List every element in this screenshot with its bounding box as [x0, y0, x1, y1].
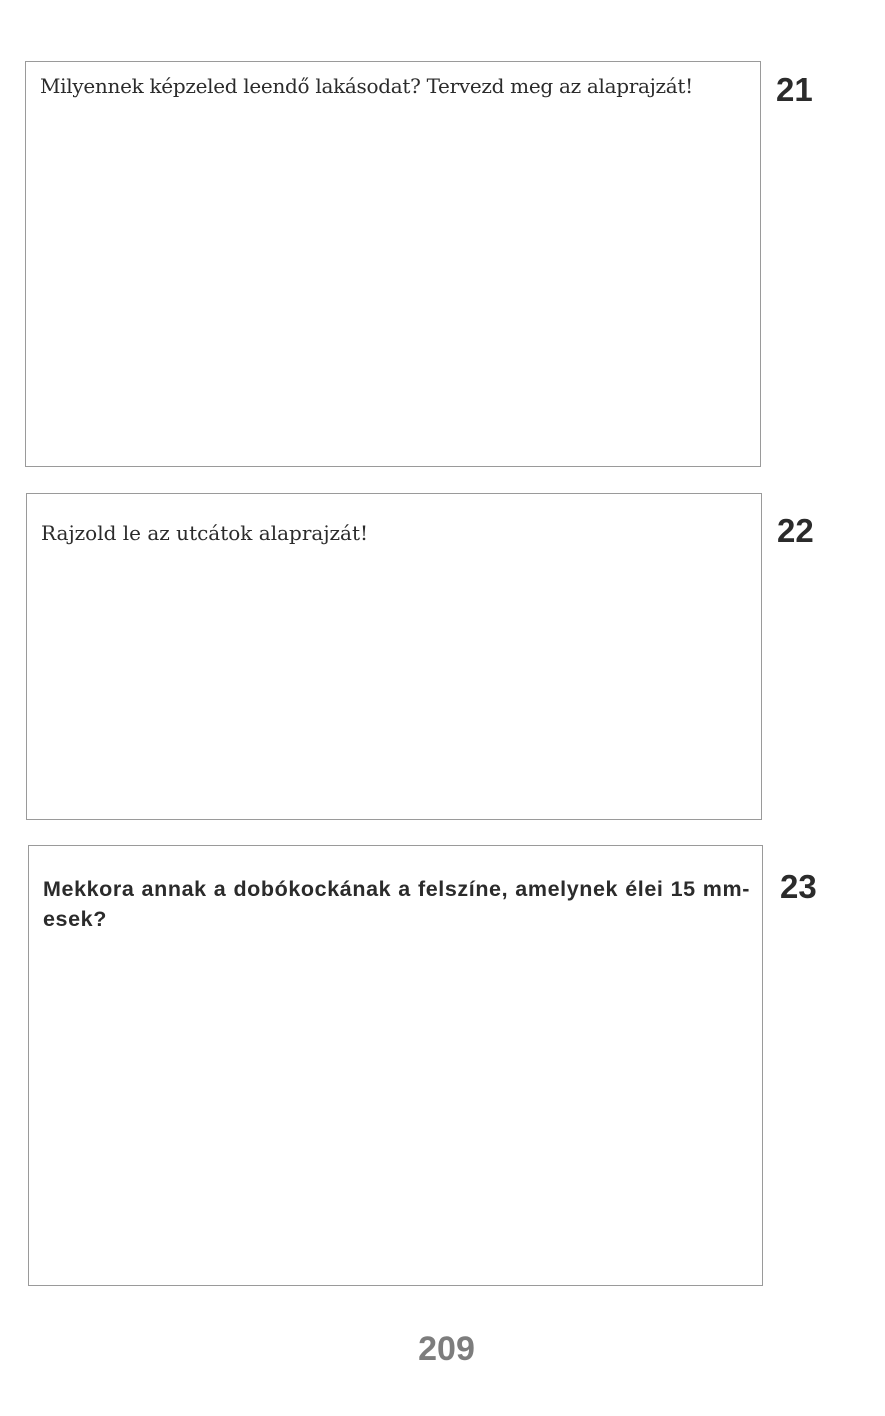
task-23-number: 23 [780, 868, 817, 905]
task-23-question: Mekkora annak a dobókockának a felszíne, amelynek élei 15 mm-esek? [43, 877, 750, 931]
task-21-number: 21 [776, 71, 813, 108]
task-21-question: Milyennek képzeled leendő lakásodat? Tervezd meg az alaprajzát! [40, 74, 693, 98]
task-23-answer-box [28, 845, 763, 1286]
task-22-question: Rajzold le az utcátok alaprajzát! [41, 521, 369, 545]
task-21-answer-box [25, 61, 761, 467]
page-number: 209 [418, 1330, 475, 1368]
task-22-number: 22 [777, 512, 814, 549]
task-22-answer-box [26, 493, 762, 820]
